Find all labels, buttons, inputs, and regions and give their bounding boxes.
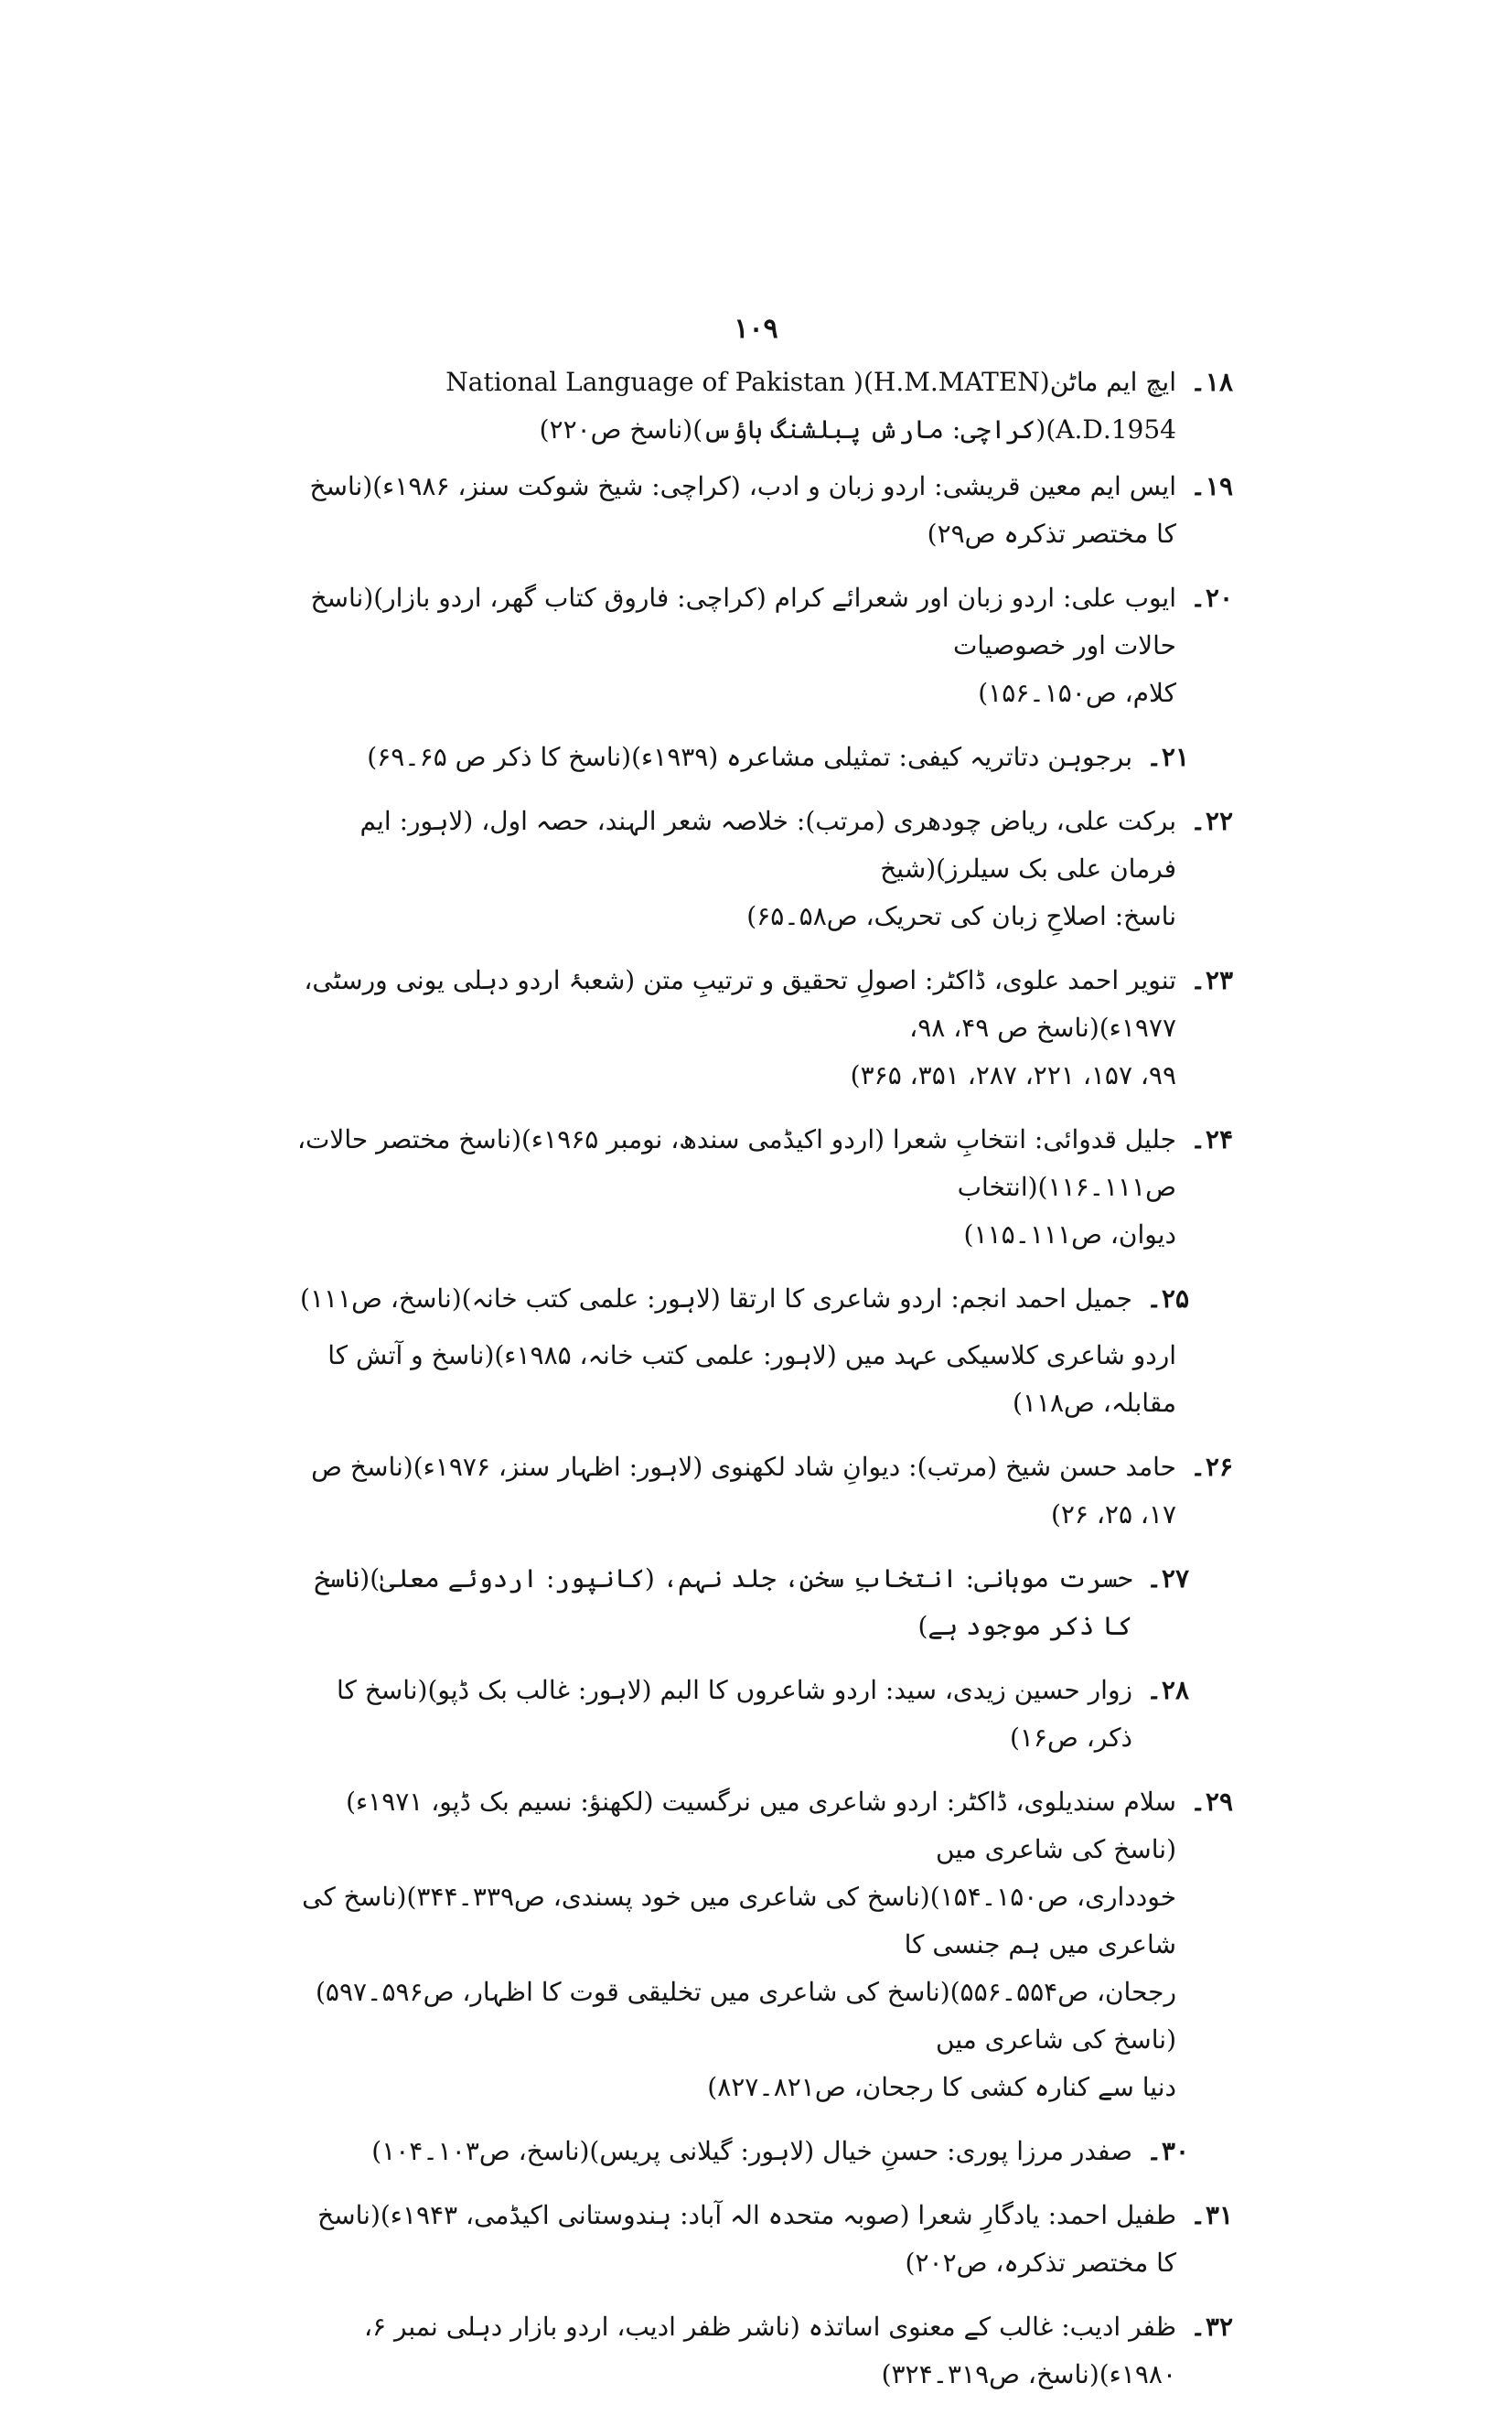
- reference-entry-24: [291, 1116, 1233, 1259]
- entry-line: جمیل احمد انجم: اردو شاعری کا ارتقا (لاہور: علمی کتب خانہ)(ناسخ، ص۱۱۱): [300, 1283, 1132, 1314]
- entry-number: ۲۷۔: [1146, 1563, 1189, 1594]
- reference-entry-23: [291, 957, 1233, 1100]
- entry-line: دنیا سے کنارہ کشی کا رجحان، ص۸۲۱۔۸۲۷): [707, 2072, 1176, 2102]
- reference-entry-28: [291, 1667, 1233, 1762]
- reference-entry-32: [291, 2303, 1233, 2399]
- entry-number: ۳۱۔: [1190, 2200, 1233, 2230]
- reference-entry-21: [291, 734, 1233, 781]
- entry-line: حامد حسن شیخ (مرتب): دیوانِ شاد لکھنوی (لاہور: اظہار سنز، ۱۹۷۶ء)(ناسخ ص ۱۷، ۲۵، ۲۶): [311, 1452, 1176, 1530]
- reference-entry-26: [291, 1444, 1233, 1539]
- entry-number: ۱۹۔: [1190, 471, 1233, 501]
- entry-line: جلیل قدوائی: انتخابِ شعرا (اردو اکیڈمی سندھ، نومبر ۱۹۶۵ء)(ناسخ مختصر حالات، ص۱۱۱۔۱۱۶)(انتخاب: [296, 1124, 1176, 1202]
- reference-entry-20: [291, 574, 1233, 717]
- reference-entry-30: [291, 2128, 1233, 2175]
- entry-number: ۲۲۔: [1190, 806, 1233, 836]
- entry-line: 1954.A.D)(کراچی: مارش پبلشنگ ہاؤس)(ناسخ ص۲۲۰): [539, 414, 1176, 445]
- entry-line: خودداری، ص۱۵۰۔۱۵۴)(ناسخ کی شاعری میں خود پسندی، ص۳۳۹۔۳۴۴)(ناسخ کی شاعری میں ہم جنسی کا: [302, 1882, 1176, 1959]
- entry-line: صفدر مرزا پوری: حسنِ خیال (لاہور: گیلانی پریس)(ناسخ، ص۱۰۳۔۱۰۴): [371, 2136, 1132, 2166]
- entry-number: ۲۶۔: [1190, 1452, 1233, 1482]
- entry-number: ۲۰۔: [1190, 583, 1233, 613]
- entry-number: ۲۳۔: [1190, 965, 1233, 995]
- entry-line: برجوہن دتاتریہ کیفی: تمثیلی مشاعرہ (۱۹۳۹ء)(ناسخ کا ذکر ص ۶۵۔۶۹): [367, 742, 1132, 772]
- reference-entry-22: [291, 798, 1233, 940]
- reference-entry-25: [291, 1275, 1233, 1323]
- entry-line: ایس ایم معین قریشی: اردو زبان و ادب، (کراچی: شیخ شوکت سنز، ۱۹۸۶ء)(ناسخ کا مختصر تذکرہ ص۲۹): [309, 471, 1176, 549]
- entry-line: زوار حسین زیدی، سید: اردو شاعروں کا البم (لاہور: غالب بک ڈپو)(ناسخ کا ذکر، ص۱۶): [336, 1675, 1132, 1753]
- entry-line: طفیل احمد: یادگارِ شعرا (صوبہ متحدہ الہ آباد: ہندوستانی اکیڈمی، ۱۹۴۳ء)(ناسخ کا مختصر تذکرہ، ص۲۰۲): [317, 2200, 1176, 2278]
- entry-number: ۱۸۔: [1190, 367, 1233, 397]
- entry-line: کلام، ص۱۵۰۔۱۵۶): [978, 678, 1176, 708]
- reference-entry-27: [291, 1555, 1233, 1650]
- page-number: ۱۰۹: [734, 313, 778, 345]
- reference-entry-31: [291, 2192, 1233, 2287]
- entry-number: ۲۴۔: [1190, 1124, 1233, 1154]
- entry-number: ۲۸۔: [1146, 1675, 1189, 1705]
- entry-line: رجحان، ص۵۵۴۔۵۵۶)(ناسخ کی شاعری میں تخلیقی قوت کا اظہار، ص۵۹۶۔۵۹۷)(ناسخ کی شاعری میں: [315, 1977, 1176, 2055]
- reference-entry-29: [291, 1778, 1233, 2111]
- entry-line: ۹۹، ۱۵۷، ۲۲۱، ۲۸۷، ۳۵۱، ۳۶۵): [850, 1060, 1176, 1090]
- entry-line: سلام سندیلوی، ڈاکٹر: اردو شاعری میں نرگسیت (لکھنؤ: نسیم بک ڈپو، ۱۹۷۱ء)(ناسخ کی شاعری میں: [346, 1787, 1176, 1864]
- entry-line: حسرت موہانی: انتخابِ سخن، جلد نہم، (کانپور: اردوئے معلیٰ)(ناسخ کا ذکر موجود ہے): [315, 1563, 1132, 1641]
- entry-number: ۳۰۔: [1146, 2136, 1189, 2166]
- reference-entry-18: [291, 359, 1233, 454]
- entry-line: ایچ ایم ماٹن(H.M.MATEN)( National Language of Pakistan: [445, 367, 1176, 397]
- entry-number: ۲۹۔: [1190, 1787, 1233, 1817]
- entry-line: ایوب علی: اردو زبان اور شعرائے کرام (کراچی: فاروق کتاب گھر، اردو بازار)(ناسخ حالات اور خصوصیات: [310, 583, 1176, 660]
- entry-line: ناسخ: اصلاحِ زبان کی تحریک، ص۵۸۔۶۵): [746, 901, 1176, 931]
- entry-line: دیوان، ص۱۱۱۔۱۱۵): [963, 1219, 1176, 1250]
- entry-line: تنویر احمد علوی، ڈاکٹر: اصولِ تحقیق و ترتیبِ متن (شعبۂ اردو دہلی یونی ورسٹی، ۱۹۷۷ء)(ناسخ ص ۴۹، ۹۸،: [304, 965, 1176, 1043]
- entry-line: برکت علی، ریاض چودھری (مرتب): خلاصہ شعر الہند، حصہ اول، (لاہور: ایم فرمان علی بک سیلرز)(شیخ: [359, 806, 1176, 884]
- entry-line: ظفر ادیب: غالب کے معنوی اساتذہ (ناشر ظفر ادیب، اردو بازار دہلی نمبر ۶، ۱۹۸۰ء)(ناسخ، ص۳۱۹۔۳۲۴): [363, 2312, 1176, 2389]
- entry-number: ۳۲۔: [1190, 2312, 1233, 2342]
- entry-number: ۲۱۔: [1146, 742, 1189, 772]
- reference-list: [291, 359, 1233, 2415]
- reference-entry-19: [291, 463, 1233, 558]
- reference-entry-25-sub: اردو شاعری کلاسیکی عہد میں (لاہور: علمی کتب خانہ، ۱۹۸۵ء)(ناسخ و آتش کا مقابلہ، ص۱۱۸): [327, 1340, 1176, 1418]
- entry-number: ۲۵۔: [1146, 1283, 1189, 1314]
